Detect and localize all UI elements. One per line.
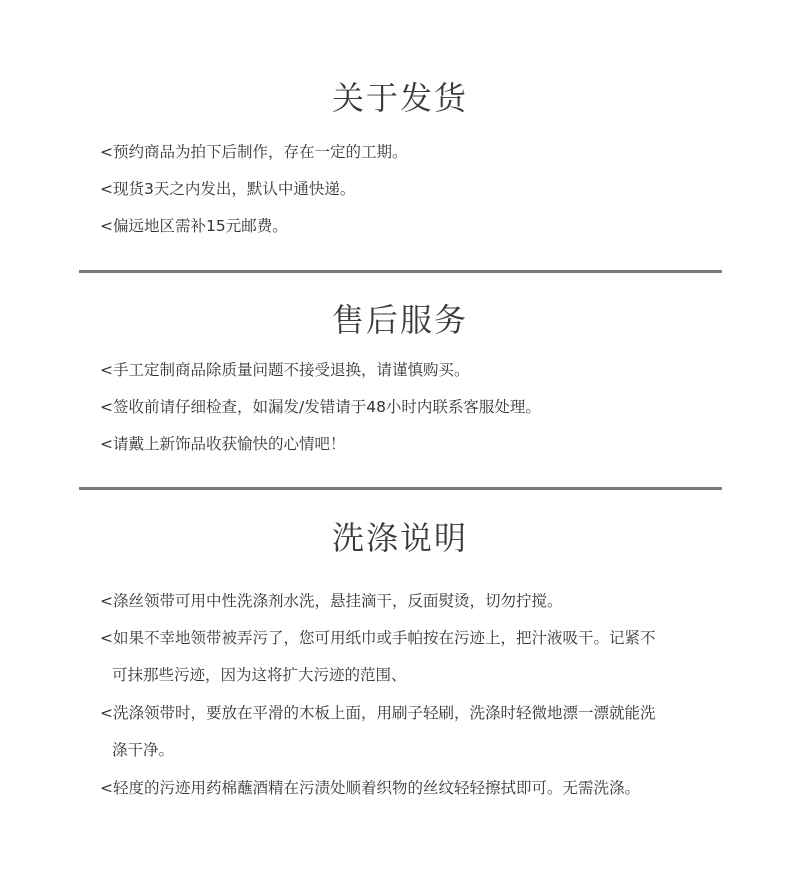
section-title-after-sales: 售后服务 <box>331 301 468 339</box>
washing-line-2: <如果不幸地领带被弄污了，您可用纸巾或手帕按在污迹上，把汁液吸干。记紧不 <box>100 629 656 647</box>
after-sales-line-3: <请戴上新饰品收获愉快的心情吧！ <box>100 435 346 453</box>
section-divider <box>79 270 722 273</box>
washing-line-3-cont: 涤干净。 <box>112 741 175 759</box>
shipping-line-2: <现货3天之内发出，默认中通快递。 <box>100 180 356 198</box>
shipping-line-3: <偏远地区需补15元邮费。 <box>100 217 288 235</box>
washing-line-4: <轻度的污迹用药棉蘸酒精在污渍处顺着织物的丝纹轻轻擦拭即可。无需洗涤。 <box>100 779 640 797</box>
section-divider <box>79 487 722 490</box>
washing-line-2-cont: 可抹那些污迹，因为这将扩大污迹的范围、 <box>112 666 407 684</box>
after-sales-line-2: <签收前请仔细检查，如漏发/发错请于48小时内联系客服处理。 <box>100 398 541 416</box>
section-title-washing: 洗涤说明 <box>331 519 468 557</box>
shipping-line-1: <预约商品为拍下后制作，存在一定的工期。 <box>100 143 408 161</box>
washing-line-1: <涤丝领带可用中性洗涤剂水洗，悬挂滴干，反面熨烫，切勿拧搅。 <box>100 592 563 610</box>
after-sales-line-1: <手工定制商品除质量问题不接受退换，请谨慎购买。 <box>100 361 470 379</box>
section-title-shipping: 关于发货 <box>331 79 468 117</box>
washing-line-3: <洗涤领带时，要放在平滑的木板上面，用刷子轻刷，洗涤时轻微地漂一漂就能洗 <box>100 704 656 722</box>
